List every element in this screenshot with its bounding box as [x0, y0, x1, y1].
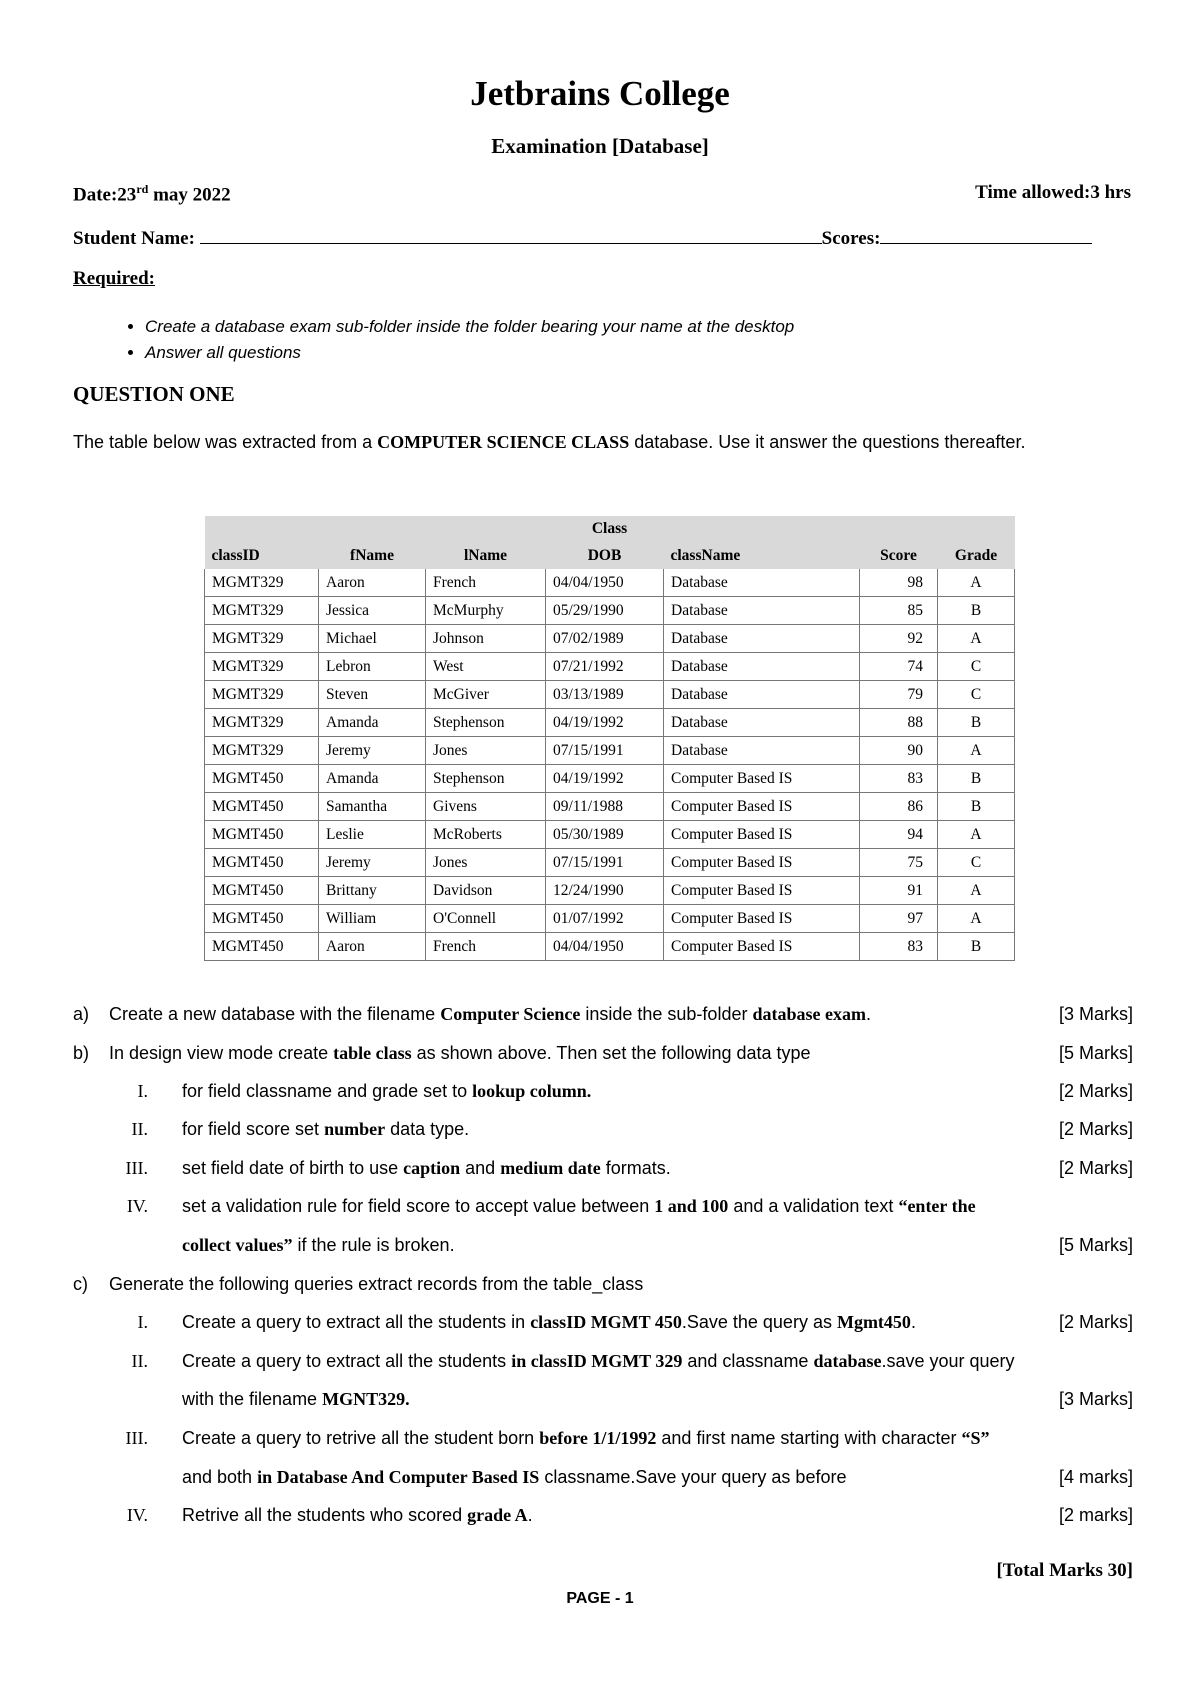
table-cell: 04/04/1950: [546, 933, 664, 961]
table-cell: McMurphy: [426, 597, 546, 625]
table-cell: Database: [664, 709, 860, 737]
question-b-ii-number: II.: [131, 1119, 148, 1139]
question-one-intro: [73, 428, 1073, 456]
table-cell: Computer Based IS: [664, 821, 860, 849]
table-cell: MGMT329: [205, 597, 319, 625]
text-span: and a validation text: [728, 1196, 899, 1216]
table-cell: McRoberts: [426, 821, 546, 849]
question-b-iv-text-cont: [182, 1235, 455, 1256]
question-c-ii-text: [182, 1351, 1015, 1372]
question-b-label: b): [73, 1043, 90, 1063]
table-cell: Brittany: [319, 877, 426, 905]
table-cell: B: [938, 709, 1015, 737]
table-cell: Samantha: [319, 793, 426, 821]
table-cell: 04/19/1992: [546, 765, 664, 793]
table-cell: Computer Based IS: [664, 933, 860, 961]
table-cell: Givens: [426, 793, 546, 821]
class-table: [204, 516, 1015, 961]
required-heading: Required:: [73, 268, 155, 289]
question-c-iii-text-cont: [182, 1467, 846, 1488]
text-span: Create a query to extract all the students: [182, 1351, 512, 1371]
question-b-i-marks: [2 Marks]: [1058, 1081, 1133, 1101]
table-cell: 79: [860, 681, 938, 709]
exam-title: Examination [Database]: [491, 134, 709, 158]
table-cell: O'Connell: [426, 905, 546, 933]
question-c-iv-number: IV.: [126, 1505, 148, 1525]
table-row: [205, 877, 1015, 905]
student-name-row: [73, 224, 1131, 250]
text-span: data type.: [385, 1119, 470, 1139]
question-c-i-text: [182, 1312, 916, 1333]
table-cell: Computer Based IS: [664, 793, 860, 821]
table-cell: Leslie: [319, 821, 426, 849]
table-cell: 07/15/1991: [546, 849, 664, 877]
table-cell: 07/21/1992: [546, 653, 664, 681]
required-item: • Create a database exam sub-folder inside the folder bearing your name at the desktop: [145, 314, 794, 340]
table-row: [205, 737, 1015, 765]
table-cell: A: [938, 877, 1015, 905]
question-b-ii-text: [182, 1119, 469, 1140]
table-cell: Aaron: [319, 933, 426, 961]
table-cell: 09/11/1988: [546, 793, 664, 821]
table-cell: Jones: [426, 737, 546, 765]
table-cell: Jeremy: [319, 737, 426, 765]
text-span: Create a query to retrive all the student born: [182, 1428, 540, 1448]
question-one-title: QUESTION ONE: [73, 382, 235, 406]
table-cell: 92: [860, 625, 938, 653]
text-span: if the rule is broken.: [292, 1235, 455, 1255]
table-cell: MGMT450: [205, 821, 319, 849]
table-cell: MGMT450: [205, 765, 319, 793]
text-span: .Save the query as: [681, 1312, 837, 1332]
table-cell: Database: [664, 569, 860, 597]
text-span: and both: [182, 1467, 258, 1487]
table-cell: 75: [860, 849, 938, 877]
table-cell: B: [938, 933, 1015, 961]
table-row: [205, 681, 1015, 709]
student-name-blank[interactable]: [200, 224, 822, 244]
bold-text: in Database And Computer Based IS: [257, 1467, 540, 1487]
text-span: Create a new database with the filename: [109, 1004, 441, 1024]
question-b-iv-number: IV.: [126, 1196, 148, 1216]
table-row: [205, 709, 1015, 737]
table-cell: Database: [664, 653, 860, 681]
text-span: classname.Save your query as before: [539, 1467, 847, 1487]
column-header: lName: [426, 542, 546, 569]
table-cell: A: [938, 625, 1015, 653]
question-a-marks: [3 Marks]: [1058, 1004, 1133, 1024]
text-span: Retrive all the students who scored: [182, 1505, 468, 1525]
table-cell: Computer Based IS: [664, 877, 860, 905]
table-row: [205, 933, 1015, 961]
text-span: .: [865, 1004, 871, 1024]
text-span: set a validation rule for field score to accept value between: [182, 1196, 655, 1216]
question-b-iv-marks: [5 Marks]: [1058, 1235, 1133, 1255]
table-cell: MGMT450: [205, 933, 319, 961]
table-cell: 83: [860, 765, 938, 793]
table-cell: 74: [860, 653, 938, 681]
bold-text: collect values”: [182, 1235, 293, 1255]
table-row: [205, 821, 1015, 849]
bold-text: medium date: [500, 1158, 601, 1178]
text-span: and classname: [682, 1351, 814, 1371]
table-cell: B: [938, 793, 1015, 821]
table-cell: Davidson: [426, 877, 546, 905]
table-cell: 86: [860, 793, 938, 821]
bold-text: caption: [403, 1158, 461, 1178]
text-span: .: [527, 1505, 533, 1525]
bold-text: 1 and 100: [654, 1196, 729, 1216]
scores-label: Scores:: [821, 228, 881, 249]
bold-text: Computer Science: [440, 1004, 581, 1024]
table-cell: A: [938, 737, 1015, 765]
table-cell: West: [426, 653, 546, 681]
text-span: formats.: [600, 1158, 671, 1178]
bold-text: classID MGMT 450: [530, 1312, 682, 1332]
table-row: [205, 765, 1015, 793]
date-label: Date:23: [73, 184, 137, 206]
table-cell: 07/02/1989: [546, 625, 664, 653]
table-cell: MGMT329: [205, 653, 319, 681]
table-cell: A: [938, 569, 1015, 597]
table-row: [205, 569, 1015, 597]
bold-text: in classID MGMT 329: [511, 1351, 683, 1371]
question-c-iii-marks: [4 marks]: [1058, 1467, 1133, 1487]
table-row: [205, 849, 1015, 877]
table-cell: Amanda: [319, 765, 426, 793]
table-cell: MGMT329: [205, 569, 319, 597]
table-cell: MGMT329: [205, 737, 319, 765]
bold-text: number: [324, 1119, 386, 1139]
table-cell: Jeremy: [319, 849, 426, 877]
question-c-text: Generate the following queries extract records from the table_class: [109, 1274, 644, 1294]
question-b-iv-text: [182, 1196, 976, 1217]
date-row: [73, 182, 1131, 206]
question-b-i-number: I.: [137, 1081, 148, 1101]
table-cell: B: [938, 765, 1015, 793]
text-span: .save your query: [881, 1351, 1015, 1371]
question-b-iii-text: [182, 1158, 671, 1179]
question-b-i-text: [182, 1081, 591, 1102]
intro-text: database. Use it answer the questions thereafter.: [629, 432, 1026, 452]
text-span: for field classname and grade set to: [182, 1081, 473, 1101]
table-cell: Stephenson: [426, 709, 546, 737]
table-row: [205, 597, 1015, 625]
table-cell: MGMT329: [205, 625, 319, 653]
bold-text: database: [813, 1351, 882, 1371]
question-c-label: c): [73, 1274, 88, 1294]
table-cell: 91: [860, 877, 938, 905]
date-rest: may 2022: [148, 184, 231, 206]
table-caption: Class: [205, 516, 1015, 542]
table-cell: Database: [664, 597, 860, 625]
table-cell: Jones: [426, 849, 546, 877]
table-cell: C: [938, 653, 1015, 681]
table-cell: C: [938, 681, 1015, 709]
table-row: [205, 905, 1015, 933]
table-cell: McGiver: [426, 681, 546, 709]
question-c-ii-text-cont: [182, 1389, 410, 1410]
text-span: for field score set: [182, 1119, 325, 1139]
table-cell: 12/24/1990: [546, 877, 664, 905]
intro-text: The table below was extracted from a: [73, 432, 378, 452]
table-cell: Aaron: [319, 569, 426, 597]
table-cell: 88: [860, 709, 938, 737]
column-header: DOB: [546, 542, 664, 569]
column-header: Grade: [938, 542, 1015, 569]
required-list: [100, 314, 794, 366]
table-cell: MGMT329: [205, 681, 319, 709]
question-b-iii-number: III.: [125, 1158, 148, 1178]
text-span: inside the sub-folder: [580, 1004, 753, 1024]
bold-text: MGNT329.: [322, 1389, 410, 1409]
question-b-iii-marks: [2 Marks]: [1058, 1158, 1133, 1178]
question-c-i-number: I.: [137, 1312, 148, 1332]
text-span: .: [910, 1312, 916, 1332]
table-cell: 90: [860, 737, 938, 765]
bold-text: “enter the: [898, 1196, 976, 1216]
table-cell: 83: [860, 933, 938, 961]
bold-text: Mgmt450: [836, 1312, 911, 1332]
column-header: fName: [319, 542, 426, 569]
text-span: and: [460, 1158, 501, 1178]
table-cell: MGMT450: [205, 849, 319, 877]
question-c-iii-number: III.: [125, 1428, 148, 1448]
question-a-text: [109, 1004, 871, 1025]
table-cell: French: [426, 569, 546, 597]
table-cell: Johnson: [426, 625, 546, 653]
table-cell: 05/29/1990: [546, 597, 664, 625]
bold-text: lookup column.: [472, 1081, 592, 1101]
text-span: set field date of birth to use: [182, 1158, 404, 1178]
table-cell: William: [319, 905, 426, 933]
bold-text: grade A: [467, 1505, 528, 1525]
table-cell: Jessica: [319, 597, 426, 625]
scores-blank[interactable]: [880, 224, 1092, 244]
table-cell: A: [938, 821, 1015, 849]
table-cell: 04/04/1950: [546, 569, 664, 597]
bold-text: database exam: [752, 1004, 866, 1024]
table-cell: 98: [860, 569, 938, 597]
column-header: Score: [860, 542, 938, 569]
table-cell: Amanda: [319, 709, 426, 737]
text-span: with the filename: [182, 1389, 323, 1409]
table-cell: Computer Based IS: [664, 765, 860, 793]
college-title: Jetbrains College: [470, 74, 730, 113]
time-allowed: Time allowed:3 hrs: [975, 182, 1131, 203]
table-cell: Steven: [319, 681, 426, 709]
table-row: [205, 793, 1015, 821]
table-cell: Computer Based IS: [664, 849, 860, 877]
date-suffix: rd: [136, 182, 149, 196]
table-cell: MGMT450: [205, 793, 319, 821]
required-item: • Answer all questions: [145, 340, 794, 366]
table-cell: Database: [664, 737, 860, 765]
column-header: classID: [205, 542, 319, 569]
bold-text: table class: [333, 1043, 412, 1063]
table-cell: 01/07/1992: [546, 905, 664, 933]
page-number: PAGE - 1: [566, 1590, 634, 1607]
table-cell: MGMT329: [205, 709, 319, 737]
student-name-label: Student Name:: [73, 228, 200, 249]
table-row: [205, 625, 1015, 653]
table-cell: French: [426, 933, 546, 961]
question-c-iii-text: [182, 1428, 990, 1449]
table-cell: 94: [860, 821, 938, 849]
column-header: className: [664, 542, 860, 569]
text-span: and first name starting with character: [656, 1428, 962, 1448]
table-cell: Michael: [319, 625, 426, 653]
question-b-marks: [5 Marks]: [1058, 1043, 1133, 1063]
table-cell: MGMT450: [205, 905, 319, 933]
bold-text: “S”: [961, 1428, 990, 1448]
text-span: In design view mode create: [109, 1043, 334, 1063]
table-cell: 07/15/1991: [546, 737, 664, 765]
table-cell: Lebron: [319, 653, 426, 681]
table-cell: A: [938, 905, 1015, 933]
table-cell: 04/19/1992: [546, 709, 664, 737]
table-cell: 05/30/1989: [546, 821, 664, 849]
table-cell: C: [938, 849, 1015, 877]
table-cell: 85: [860, 597, 938, 625]
question-a-label: a): [73, 1004, 90, 1024]
text-span: Create a query to extract all the students in: [182, 1312, 531, 1332]
table-cell: MGMT450: [205, 877, 319, 905]
bold-text: before 1/1/1992: [539, 1428, 657, 1448]
table-row: [205, 653, 1015, 681]
question-c-ii-marks: [3 Marks]: [1058, 1389, 1133, 1409]
table-cell: Database: [664, 625, 860, 653]
total-marks: [Total Marks 30]: [996, 1560, 1133, 1581]
question-b-ii-marks: [2 Marks]: [1058, 1119, 1133, 1139]
question-c-iv-marks: [2 marks]: [1058, 1505, 1133, 1525]
question-b-text: [109, 1043, 811, 1064]
question-c-iv-text: [182, 1505, 533, 1526]
text-span: as shown above. Then set the following data type: [411, 1043, 811, 1063]
intro-bold: COMPUTER SCIENCE CLASS: [377, 432, 630, 452]
question-c-ii-number: II.: [131, 1351, 148, 1371]
question-c-i-marks: [2 Marks]: [1058, 1312, 1133, 1332]
table-cell: B: [938, 597, 1015, 625]
table-cell: Stephenson: [426, 765, 546, 793]
table-cell: 03/13/1989: [546, 681, 664, 709]
table-cell: Computer Based IS: [664, 905, 860, 933]
table-cell: Database: [664, 681, 860, 709]
table-cell: 97: [860, 905, 938, 933]
